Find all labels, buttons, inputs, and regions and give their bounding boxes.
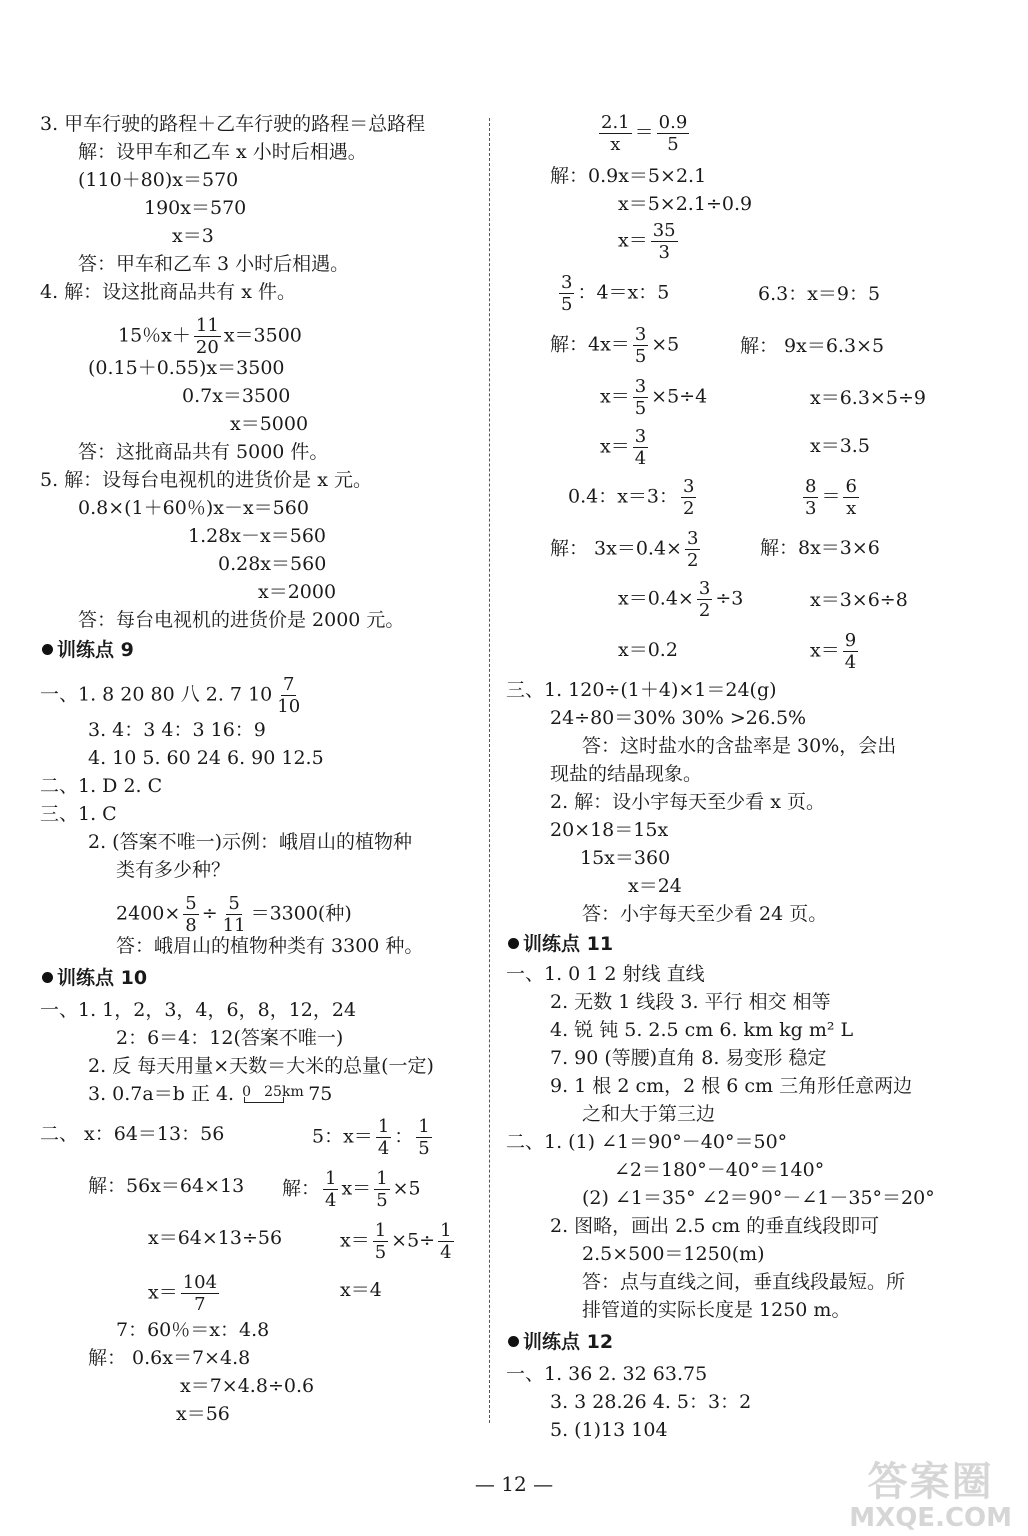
problem-3-eq2: 190x＝570 <box>144 197 247 219</box>
fraction <box>633 376 648 419</box>
r-eq8 <box>600 426 651 469</box>
numerator: 2.1 <box>601 112 630 133</box>
problem-5-answer: 答：每台电视机的进货价是 2000 元。 <box>78 609 405 631</box>
problem-4-answer: 答：这批商品共有 5000 件。 <box>78 441 329 463</box>
r-eq8-right: x＝3.5 <box>810 435 870 457</box>
fraction <box>275 674 302 717</box>
problem-4-eq2: (0.15＋0.55)x＝3500 <box>88 357 285 379</box>
bullet-dot-icon <box>508 938 519 949</box>
s12-line1: 一、1. 36 2. 32 63.75 <box>506 1363 708 1385</box>
r-eq9 <box>568 476 699 519</box>
r-eq5-right: 6.3：x＝9：5 <box>758 283 881 305</box>
bullet-dot-icon <box>508 1336 519 1347</box>
r-eq6-right: 解： 9x＝6.3×5 <box>740 335 885 357</box>
denominator: 10 <box>277 696 301 717</box>
fraction <box>681 476 696 519</box>
numerator: 1 <box>325 1168 337 1189</box>
denominator: 2 <box>698 600 711 621</box>
s11-line6: 之和大于第三边 <box>582 1103 716 1125</box>
s11-line10: 2. 图略，画出 2.5 cm 的垂直线段即可 <box>550 1215 880 1237</box>
problem-4-eq1-post: x＝3500 <box>223 324 302 347</box>
numerator: 6 <box>845 476 857 497</box>
section-heading-9 <box>42 638 134 662</box>
denominator: 4 <box>634 448 647 469</box>
r-eq3: x＝5×2.1÷0.9 <box>618 193 753 215</box>
s9-line4: 二、1. D 2. C <box>40 775 163 797</box>
r-eq9-right <box>800 476 862 519</box>
watermark-logo <box>849 1460 1012 1532</box>
numerator: 3 <box>683 476 695 497</box>
denominator: 5 <box>667 134 679 155</box>
problem-3-eq3: x＝3 <box>172 225 214 247</box>
denominator: 2 <box>686 550 699 571</box>
scale-label-25km: 25km <box>264 1084 304 1100</box>
r-eq11-right: x＝3×6÷8 <box>810 589 908 611</box>
fraction <box>438 1220 453 1263</box>
problem-4-eq1 <box>118 315 302 358</box>
s9-line8 <box>116 893 352 936</box>
r-eq4 <box>618 220 681 263</box>
s10-eq1-right <box>312 1116 435 1159</box>
s9-line6: 2. (答案不唯一)示例：峨眉山的植物种 <box>88 831 412 853</box>
mid: x＝ <box>341 1177 372 1200</box>
pre: 0.4：x＝3： <box>568 485 679 508</box>
denominator: 11 <box>222 915 246 936</box>
fraction <box>194 315 221 358</box>
fraction <box>803 476 818 519</box>
fraction <box>221 893 248 936</box>
r-eq1 <box>596 112 692 155</box>
problem-3-eq1: (110＋80)x＝570 <box>78 169 239 191</box>
problem-5-title: 5. 解：设每台电视机的进货价是 x 元。 <box>40 469 372 491</box>
denominator: 8 <box>185 915 197 936</box>
numerator: 8 <box>805 476 817 497</box>
s10-eq6: 解： 0.6x＝7×4.8 <box>88 1347 251 1369</box>
post: ×5÷4 <box>651 385 708 408</box>
fraction <box>843 476 858 519</box>
r-s3-line2: 24÷80＝30% 30% >26.5% <box>550 707 807 729</box>
denominator: 4 <box>377 1138 390 1159</box>
s11-line8: ∠2＝180°－40°＝140° <box>614 1159 825 1181</box>
numerator: 5 <box>228 893 240 914</box>
section-heading-12-text: 训练点 12 <box>523 1331 614 1353</box>
s12-line3: 5. (1)13 104 <box>550 1419 668 1441</box>
s10-line3: 2. 反 每天用量×天数＝大米的总量(一定) <box>88 1055 434 1077</box>
r-eq11 <box>618 578 743 621</box>
s9-line5: 三、1. C <box>40 803 117 825</box>
numerator: 104 <box>182 1272 218 1293</box>
problem-5-eq2: 1.28x－x＝560 <box>188 525 327 547</box>
r-s3-line6: 20×18＝15x <box>550 819 669 841</box>
numerator: 3 <box>634 426 647 447</box>
problem-3-let: 解：设甲车和乙车 x 小时后相遇。 <box>78 141 367 163</box>
s11-line12: 答：点与直线之间，垂直线段最短。所 <box>582 1271 906 1293</box>
numerator: 3 <box>698 578 711 599</box>
s11-line13: 排管道的实际长度是 1250 m。 <box>582 1299 851 1321</box>
s10-line1: 一、1. 1，2，3，4，6，8，12，24 <box>40 999 357 1021</box>
fraction <box>633 324 648 367</box>
problem-4-eq1-pre: 15％x＋ <box>118 324 191 347</box>
fraction <box>657 112 690 155</box>
fraction <box>373 1220 388 1263</box>
numerator: 1 <box>376 1168 388 1189</box>
pre: 5：x＝ <box>312 1125 373 1148</box>
denominator: 5 <box>376 1190 388 1211</box>
section-heading-12 <box>508 1330 613 1354</box>
fraction <box>323 1168 338 1211</box>
pre: x＝ <box>600 385 630 408</box>
s9-line8-c: ＝3300(种) <box>250 902 352 925</box>
s10-eq3-left: x＝64×13÷56 <box>148 1227 283 1249</box>
pre: x＝ <box>340 1229 370 1252</box>
pre: x＝ <box>810 639 840 662</box>
problem-5-eq3: 0.28x＝560 <box>218 553 327 575</box>
r-eq7-right: x＝6.3×5÷9 <box>810 387 926 409</box>
denominator: 3 <box>805 498 817 519</box>
r-s3-line7: 15x＝360 <box>580 847 671 869</box>
s9-line1 <box>40 674 305 717</box>
section-heading-10 <box>42 966 147 990</box>
watermark-bottom: MXQE.COM <box>849 1503 1012 1533</box>
s10-line4-a: 3. 0.7a＝b 正 4. <box>88 1083 235 1105</box>
numerator: 1 <box>374 1220 387 1241</box>
s11-line2: 2. 无数 1 线段 3. 平行 相交 相等 <box>550 991 831 1013</box>
section-heading-11 <box>508 932 613 956</box>
problem-3-answer: 答：甲车和乙车 3 小时后相遇。 <box>78 253 350 275</box>
r-eq12-right <box>810 630 861 673</box>
s9-line7: 类有多少种？ <box>116 859 231 881</box>
s10-eq1-left: 二、 x：64＝13：56 <box>40 1123 225 1145</box>
denominator: 4 <box>440 1242 452 1263</box>
section-heading-9-text: 训练点 9 <box>57 639 134 661</box>
fraction <box>374 1168 389 1211</box>
denominator: 5 <box>374 1242 387 1263</box>
s10-eq2-right <box>282 1168 421 1211</box>
s11-line1: 一、1. 0 1 2 射线 直线 <box>506 963 705 985</box>
numerator: 1 <box>418 1116 430 1137</box>
bullet-dot-icon <box>42 972 53 983</box>
numerator: 11 <box>195 315 219 336</box>
s10-eq8: x＝56 <box>176 1403 230 1425</box>
s10-eq4-right: x＝4 <box>340 1279 382 1301</box>
s11-line3: 4. 锐 钝 5. 2.5 cm 6. km kg m² L <box>550 1019 854 1041</box>
denominator: 3 <box>658 242 670 263</box>
numerator: 1 <box>440 1220 452 1241</box>
s11-line5: 9. 1 根 2 cm，2 根 6 cm 三角形任意两边 <box>550 1075 913 1097</box>
r-eq10 <box>550 528 703 571</box>
s10-eq7: x＝7×4.8÷0.6 <box>180 1375 315 1397</box>
mid: ×5÷ <box>391 1229 436 1252</box>
fraction <box>181 1272 219 1315</box>
r-eq7 <box>600 376 707 419</box>
s9-line2: 3. 4：3 4：3 16：9 <box>88 719 266 741</box>
r-eq12: x＝0.2 <box>618 639 678 661</box>
numerator: 3 <box>561 272 573 293</box>
s9-line8-b: ÷ <box>201 902 218 925</box>
s10-line2: 2：6＝4：12(答案不唯一) <box>116 1027 344 1049</box>
denominator: 4 <box>325 1190 337 1211</box>
s10-eq3-right <box>340 1220 457 1263</box>
s11-line11: 2.5×500＝1250(m) <box>582 1243 765 1265</box>
pre: x＝ <box>618 229 648 252</box>
numerator: 0.9 <box>658 112 688 133</box>
denominator: x <box>846 498 857 519</box>
fraction <box>633 426 648 469</box>
fraction <box>685 528 700 571</box>
denominator: 4 <box>844 652 857 673</box>
denominator: 5 <box>418 1138 430 1159</box>
s10-line4 <box>88 1082 332 1106</box>
r-s3-line4: 现盐的结晶现象。 <box>550 763 703 785</box>
numerator: 1 <box>377 1116 390 1137</box>
numerator: 3 <box>634 324 647 345</box>
scale-label-zero: 0 <box>242 1084 252 1100</box>
section-heading-11-text: 训练点 11 <box>523 933 614 955</box>
r-eq2: 解：0.9x＝5×2.1 <box>550 165 707 187</box>
problem-4-title: 4. 解：设这批商品共有 x 件。 <box>40 281 296 303</box>
denominator: 7 <box>194 1294 206 1315</box>
pre: x＝ <box>148 1281 178 1304</box>
problem-5-eq1: 0.8×(1＋60％)x－x＝560 <box>78 497 309 519</box>
post: ：4＝x：5 <box>577 281 670 304</box>
r-s3-line8: x＝24 <box>628 875 682 897</box>
r-eq6 <box>550 324 679 367</box>
denominator: 5 <box>634 398 647 419</box>
section-heading-10-text: 训练点 10 <box>57 967 148 989</box>
problem-5-eq4: x＝2000 <box>258 581 337 603</box>
r-s3-line5: 2. 解：设小宇每天至少看 x 页。 <box>550 791 825 813</box>
s10-line4-b: 75 <box>308 1083 333 1105</box>
fraction <box>599 112 632 155</box>
mid: ＝ <box>634 121 654 144</box>
r-eq5 <box>556 272 669 315</box>
mid: ： <box>394 1125 414 1148</box>
fraction <box>697 578 712 621</box>
problem-4-eq4: x＝5000 <box>230 413 309 435</box>
numerator: 9 <box>844 630 857 651</box>
s10-eq4-left <box>148 1272 222 1315</box>
fraction <box>416 1116 431 1159</box>
problem-3-title: 3. 甲车行驶的路程＋乙车行驶的路程＝总路程 <box>40 113 426 135</box>
pre: 解：4x＝ <box>550 333 630 356</box>
post: ×5 <box>392 1177 421 1200</box>
s12-line2: 3. 3 28.26 4. 5：3：2 <box>550 1391 752 1413</box>
r-s3-line9: 答：小宇每天至少看 24 页。 <box>582 903 828 925</box>
fraction <box>651 220 678 263</box>
s9-line1-text: 一、1. 8 20 80 八 2. 7 10 <box>40 683 273 706</box>
r-eq10-right: 解：8x＝3×6 <box>760 537 880 559</box>
pre: 解： <box>282 1177 321 1200</box>
denominator: 5 <box>634 346 647 367</box>
post: ÷3 <box>715 587 744 610</box>
s9-line9: 答：峨眉山的植物种类有 3300 种。 <box>116 935 424 957</box>
denominator: 20 <box>195 337 219 358</box>
fraction <box>376 1116 391 1159</box>
numerator: 35 <box>652 220 676 241</box>
numerator: 3 <box>634 376 647 397</box>
problem-4-eq3: 0.7x＝3500 <box>182 385 291 407</box>
denominator: x <box>610 134 621 155</box>
post: ×5 <box>651 333 680 356</box>
column-divider <box>489 118 490 1423</box>
s10-eq2-left: 解：56x＝64×13 <box>88 1175 245 1197</box>
fraction <box>559 272 574 315</box>
fraction <box>183 893 198 936</box>
s10-eq5: 7：60％＝x：4.8 <box>116 1319 270 1341</box>
denominator: 5 <box>561 294 573 315</box>
s9-line8-a: 2400× <box>116 902 181 925</box>
numerator: 5 <box>185 893 197 914</box>
page-number: — 12 — <box>474 1472 554 1496</box>
s11-line4: 7. 90 (等腰)直角 8. 易变形 稳定 <box>550 1047 827 1069</box>
s9-line3: 4. 10 5. 60 24 6. 90 12.5 <box>88 747 324 769</box>
s11-line9: (2) ∠1＝35° ∠2＝90°－∠1－35°＝20° <box>582 1187 935 1209</box>
pre: x＝0.4× <box>618 587 694 610</box>
denominator: 2 <box>683 498 695 519</box>
bullet-dot-icon <box>42 644 53 655</box>
r-s3-line1: 三、1. 120÷(1＋4)×1＝24(g) <box>506 679 777 701</box>
numerator: 3 <box>686 528 699 549</box>
mid: ＝ <box>821 485 841 508</box>
r-s3-line3: 答：这时盐水的含盐率是 30%，会出 <box>582 735 897 757</box>
pre: 解： 3x＝0.4× <box>550 537 682 560</box>
fraction <box>843 630 858 673</box>
scale-bar <box>240 1084 302 1106</box>
pre: x＝ <box>600 435 630 458</box>
s11-line7: 二、1. (1) ∠1＝90°－40°＝50° <box>506 1131 788 1153</box>
watermark-top: 答案圈 <box>867 1459 994 1505</box>
numerator: 7 <box>282 674 295 695</box>
